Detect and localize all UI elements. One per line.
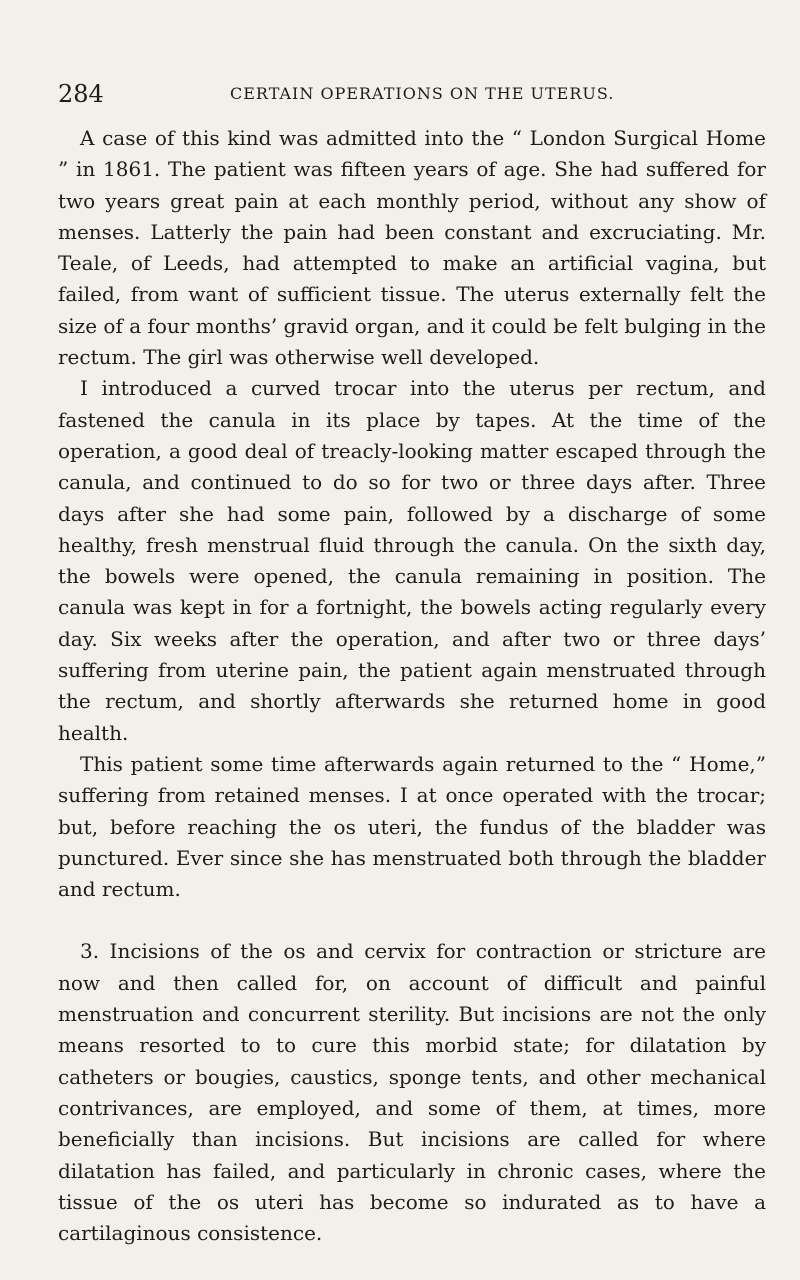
page-header <box>58 80 758 108</box>
page-number: 284 <box>58 80 104 108</box>
paragraph-case-admission: A case of this kind was admitted into the “ London Surgical Home ” in 1861. The patient was fifteen years of age. She had suffered for two years great pain at each monthly period, without any show of menses. Latterly the pain had been constant and excruciating. Mr. Teale, of Leeds, had attempted to make an artificial vagina, but failed, from want of sufficient tissue. The uterus externally felt the size of a four months’ gravid organ, and it could be felt bulging in the rectum. The girl was otherwise well developed. <box>58 126 766 370</box>
running-head: CERTAIN OPERATIONS ON THE UTERUS. <box>230 84 615 103</box>
paragraph-return-home: This patient some time afterwards again returned to the “ Home,” suffering from retained menses. I at once operated with the trocar; but, before reaching the os uteri, the fundus of the bladder was punctured. Ever since she has menstruated both through the bladder and rectum. <box>58 751 766 902</box>
body-text <box>58 123 766 1249</box>
paragraph-trocar-operation: I introduced a curved trocar into the uterus per rectum, and fastened the canula in its place by tapes. At the time of the operation, a good deal of treacly-looking matter escaped through the canula, and continued to do so for two or three days after. Three days after she had some pain, followed by a discharge of some healthy, fresh menstrual fluid through the canula. On the sixth day, the bowels were opened, the canula remaining in position. The canula was kept in for a fortnight, the bowels acting regularly every day. Six weeks after the operation, and after two or three days’ suffering from uterine pain, the patient again menstruated through the rectum, and shortly afterwards she returned home in good health. <box>58 376 766 745</box>
paragraph-incisions: 3. Incisions of the os and cervix for contraction or stricture are now and then called for, on account of difficult and painful menstruation and concurrent sterility. But incisions are not the only means resorted to to cure this morbid state; for dilatation by catheters or bougies, caustics, sponge tents, and other mechanical contrivances, are employed, and some of them, at times, more beneficially than incisions. But incisions are called for where dilatation has failed, and particularly in chronic cases, where the tissue of the os uteri has become so indurated as to have a cartilaginous consistence. <box>58 939 766 1246</box>
